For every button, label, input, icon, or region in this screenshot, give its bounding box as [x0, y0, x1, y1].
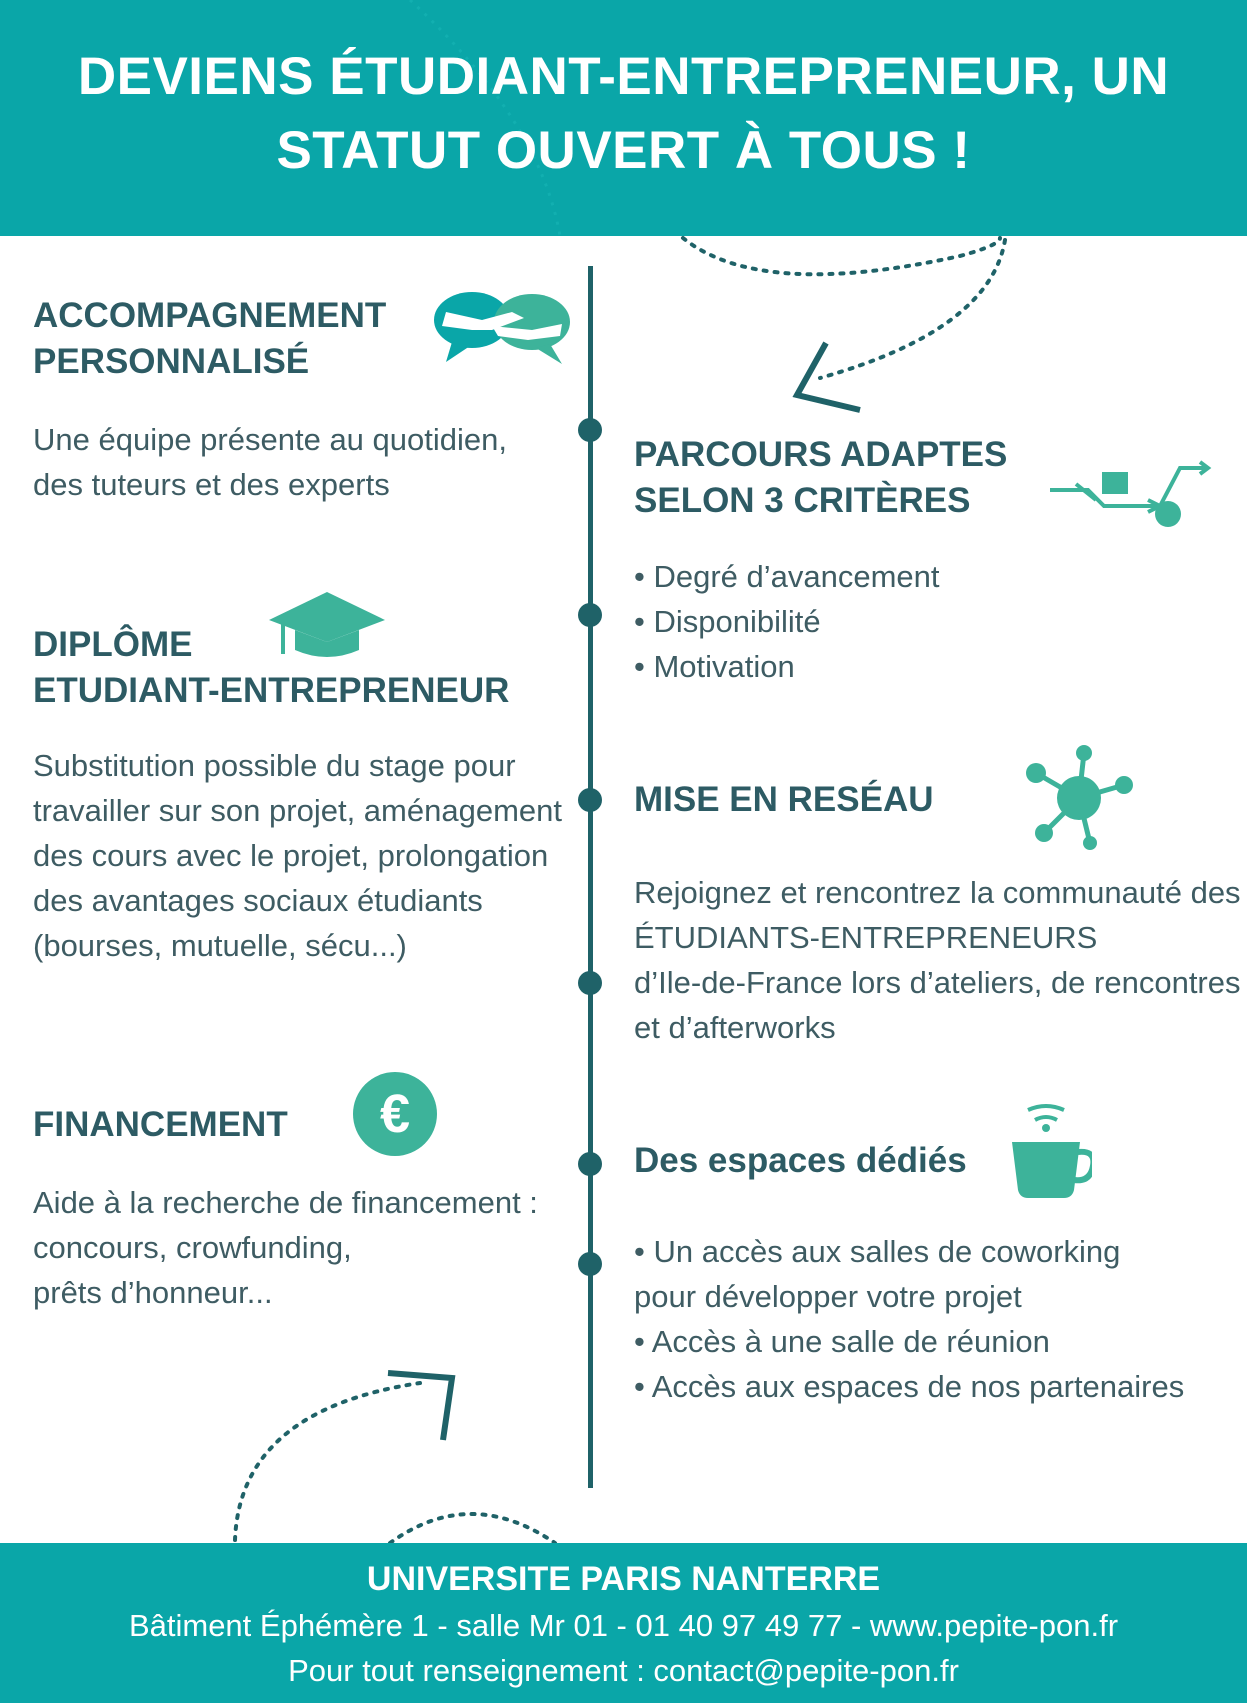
- euro-icon: [353, 1072, 437, 1156]
- footer-banner: [0, 1543, 1247, 1703]
- title-line: SELON 3 CRITÈRES: [634, 481, 971, 520]
- text-line: Rejoignez et rencontrez la communauté des: [634, 875, 1241, 910]
- section-list-espaces: [634, 1229, 1184, 1409]
- text-line: concours, crowfunding,: [33, 1230, 352, 1265]
- title-line: PARCOURS ADAPTES: [634, 435, 1008, 474]
- section-title-accompagnement: [33, 293, 386, 385]
- text-line: des avantages sociaux étudiants: [33, 883, 483, 918]
- footer-university: UNIVERSITE PARIS NANTERRE: [366, 1560, 881, 1598]
- list-item: • Accès aux espaces de nos partenaires: [634, 1369, 1185, 1404]
- section-title-reseau: [634, 777, 934, 823]
- section-text-accompagnement: [33, 417, 507, 507]
- text-line: des tuteurs et des experts: [33, 467, 390, 502]
- timeline-dot: [578, 788, 602, 812]
- text-line: Substitution possible du stage pour: [33, 748, 516, 783]
- footer-address: Bâtiment Éphémère 1 - salle Mr 01 - 01 40 97 49 77 - www.pepite-pon.fr: [128, 1608, 1119, 1643]
- handshake-speech-bubbles-icon: [432, 290, 572, 368]
- dotted-arrow-top-icon: [683, 238, 1005, 410]
- timeline-dot: [578, 1252, 602, 1276]
- list-item: • Accès à une salle de réunion: [634, 1324, 1050, 1359]
- footer-contact: Pour tout renseignement : contact@pepite-pon.fr: [288, 1653, 959, 1688]
- list-item: • Motivation: [634, 649, 795, 684]
- text-line: d’Ile-de-France lors d’ateliers, de rencontres: [634, 965, 1241, 1000]
- timeline-dot: [578, 603, 602, 627]
- page-title-line1: DEVIENS ÉTUDIANT-ENTREPRENEUR, UN: [77, 47, 1170, 106]
- header-banner: [0, 0, 1247, 236]
- section-list-parcours: [634, 554, 940, 689]
- page-title-line2: STATUT OUVERT À TOUS !: [276, 121, 971, 180]
- section-text-financement: [33, 1180, 538, 1315]
- path-flow-icon: [1048, 452, 1214, 530]
- timeline-dot: [578, 971, 602, 995]
- list-item: pour développer votre projet: [634, 1279, 1022, 1314]
- euro-symbol: €: [379, 1084, 411, 1144]
- text-line: (bourses, mutuelle, sécu...): [33, 928, 407, 963]
- list-item: • Disponibilité: [634, 604, 821, 639]
- coffee-cup-wifi-icon: [1008, 1100, 1092, 1200]
- title-line: Des espaces dédiés: [634, 1141, 967, 1180]
- section-title-financement: [33, 1102, 288, 1148]
- title-line: ETUDIANT-ENTREPRENEUR: [33, 671, 510, 710]
- network-icon: [1024, 745, 1134, 851]
- section-text-diplome: [33, 743, 562, 968]
- section-text-reseau: [634, 870, 1241, 1050]
- dotted-arrow-bottom-icon: [235, 1373, 555, 1543]
- text-line: et d’afterworks: [634, 1010, 836, 1045]
- text-line: Aide à la recherche de financement :: [33, 1185, 538, 1220]
- text-line: des cours avec le projet, prolongation: [33, 838, 549, 873]
- timeline-dot: [578, 1152, 602, 1176]
- timeline-dot: [578, 418, 602, 442]
- section-title-parcours: [634, 432, 1007, 524]
- text-line: ÉTUDIANTS-ENTREPRENEURS: [634, 920, 1098, 955]
- title-line: ACCOMPAGNEMENT: [33, 296, 387, 335]
- text-line: Une équipe présente au quotidien,: [33, 422, 507, 457]
- title-line: DIPLÔME: [33, 625, 193, 664]
- title-line: PERSONNALISÉ: [33, 342, 310, 381]
- title-line: FINANCEMENT: [33, 1105, 288, 1144]
- list-item: • Un accès aux salles de coworking: [634, 1234, 1121, 1269]
- title-line: MISE EN RESÉAU: [634, 780, 934, 819]
- section-title-espaces: [634, 1138, 967, 1184]
- text-line: travailler sur son projet, aménagement: [33, 793, 562, 828]
- section-title-diplome: [33, 622, 509, 714]
- timeline-line: [588, 266, 593, 1488]
- page-title: [0, 40, 1247, 188]
- text-line: prêts d’honneur...: [33, 1275, 273, 1310]
- list-item: • Degré d’avancement: [634, 559, 940, 594]
